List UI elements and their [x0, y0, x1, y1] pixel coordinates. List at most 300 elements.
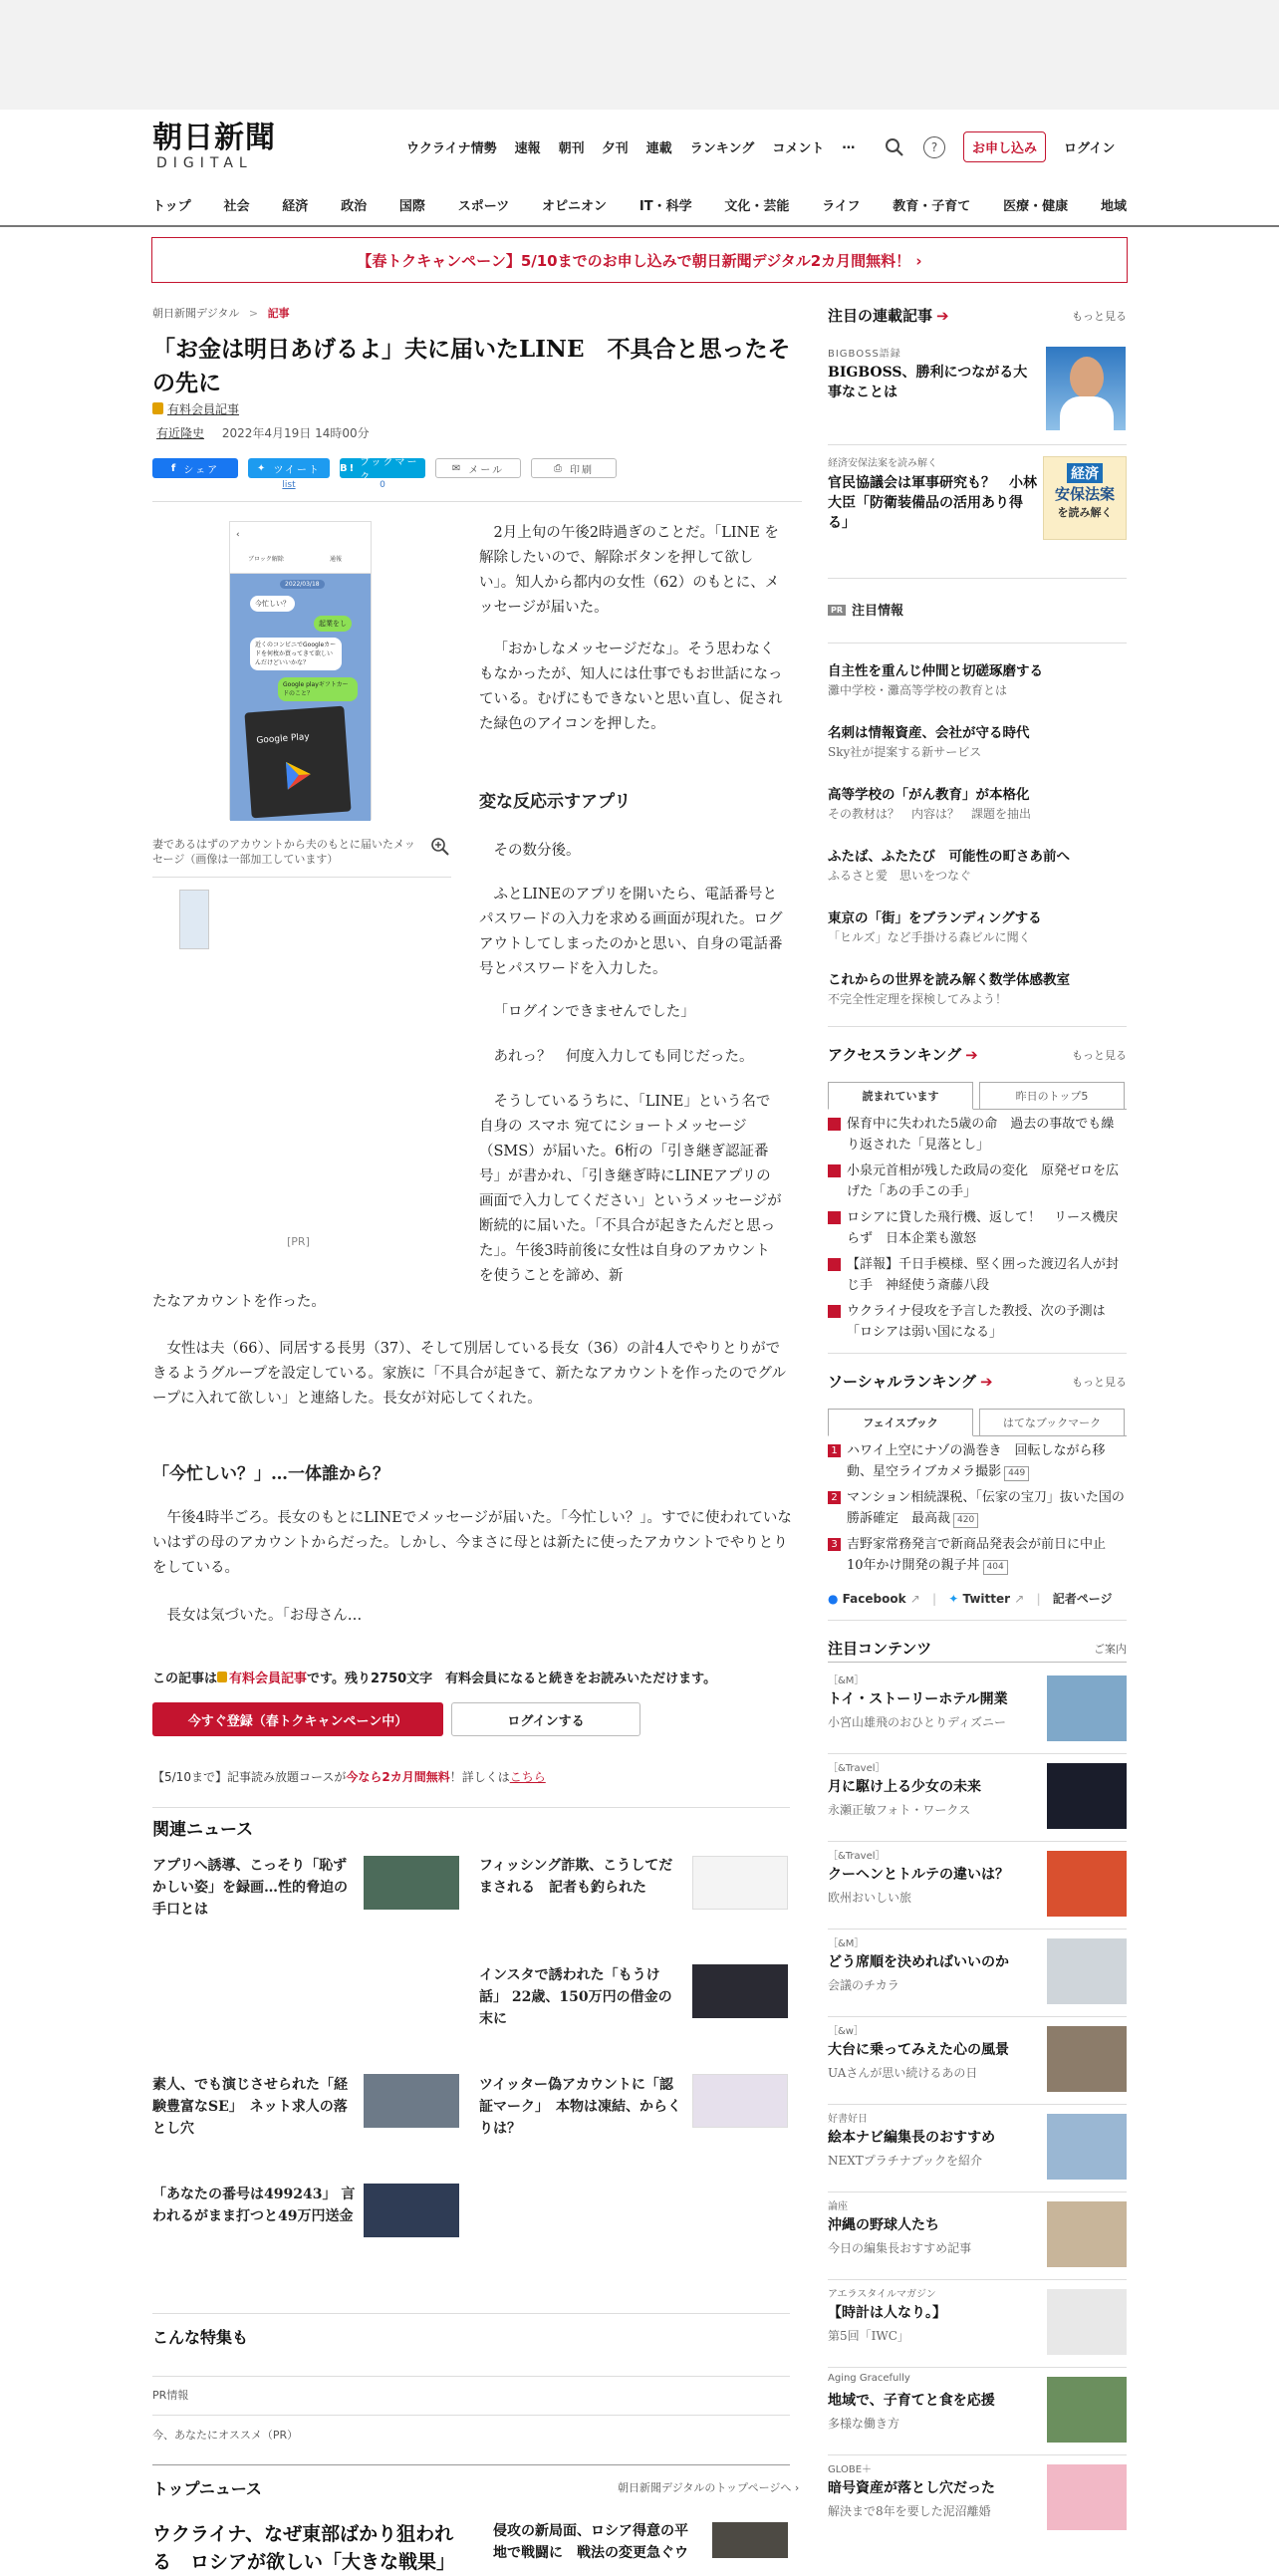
thumb-text: 経済: [1067, 463, 1103, 483]
chat-bubble: 近くのコンビニでGoogleカードを何枚か買ってきて欲しいんだけどいいかな？: [250, 638, 342, 670]
contents-header: [828, 1638, 1127, 1659]
attention-sub: ふるさと愛 思いをつなぐ: [828, 869, 972, 883]
content-sub: 今日の編集長おすすめ記事: [828, 2241, 972, 2255]
content-kicker: ［&M］: [828, 1938, 865, 1949]
content-kicker: Aging Gracefully: [828, 2373, 910, 2384]
attention-sub: その教材は？ 内容は？ 課題を抽出: [828, 807, 1032, 821]
promo-highlight: 今なら2カ月間無料: [346, 1770, 450, 1784]
content-kicker: 論座: [828, 2201, 848, 2212]
register-button[interactable]: 今すぐ登録（春トクキャンペーン中）: [152, 1702, 443, 1736]
serial-more[interactable]: もっと見る: [1072, 309, 1127, 323]
reporter-page-link[interactable]: 記者ページ: [1052, 1592, 1113, 1606]
face-shape: [1070, 357, 1104, 398]
content-kicker: ［&M］: [828, 1675, 865, 1686]
divider: [828, 2279, 1127, 2280]
more-menu-icon[interactable]: …: [842, 137, 856, 152]
tab-yesterday-top5[interactable]: 昨日のトップ5: [979, 1082, 1125, 1109]
related-thumb[interactable]: [692, 1964, 788, 2018]
related-news-title: 関連ニュース: [152, 1820, 254, 1840]
content-thumb: [1047, 2377, 1127, 2443]
topnav-comment[interactable]: コメント: [772, 141, 825, 156]
top-nav: [406, 137, 855, 156]
content-thumb: [1047, 2026, 1127, 2092]
hatena-share-label: ブックマーク: [360, 457, 419, 483]
breadcrumb-home[interactable]: 朝日新聞デジタル: [152, 307, 240, 320]
social-count: 404: [983, 1560, 1008, 1575]
ranking-item[interactable]: [828, 1114, 1127, 1156]
ranking-text: 【詳報】千日手模様、堅く囲った渡辺名人が封じ手 神経使う斎藤八段: [847, 1257, 1120, 1293]
divider: [828, 1929, 1127, 1930]
related-item[interactable]: 「あなたの番号は499243」 言われるがまま打つと49万円送金: [152, 2187, 356, 2224]
access-title-text: アクセスランキング: [828, 1046, 962, 1064]
content-sub: NEXTプラチナブックを紹介: [828, 2154, 982, 2168]
serial-header: [828, 305, 1127, 326]
cat-sports[interactable]: スポーツ: [457, 199, 510, 214]
ranking-text: ウクライナ侵攻を予言した教授、次の予測は「ロシアは弱い国になる」: [847, 1304, 1106, 1340]
divider: [828, 1753, 1127, 1754]
attention-sub: 灘中学校・灘高等学校の教育とは: [828, 683, 1008, 697]
paragraph: 2月上旬の午後2時過ぎのことだ。「LINE を解除したいので、解除ボタンを押して欲しい」。知人から都内の女性（62）のもとに、メッセージが届いた。: [479, 525, 780, 616]
content-sub: 欧州おいしい旅: [828, 1891, 912, 1905]
serial-title: [828, 305, 949, 326]
membership-text: 有料会員記事: [167, 402, 240, 416]
content-thumb: [1047, 2289, 1127, 2355]
subheading: 「今忙しい？」…一体誰から？: [152, 1464, 389, 1484]
promo-text: 【5/10まで】記事読み放題コースが: [152, 1770, 347, 1784]
facebook-link[interactable]: [828, 1592, 920, 1606]
pr-info: PR情報: [152, 2389, 189, 2402]
social-item[interactable]: [828, 1440, 1127, 1482]
social-title-text: ソーシャルランキング: [828, 1373, 976, 1391]
content-kicker: 好書好日: [828, 2114, 868, 2125]
related-item[interactable]: 素人、でも演じさせられた「経験豊富なSE」 ネット求人の落とし穴: [152, 2077, 348, 2137]
content-thumb: [1047, 1851, 1127, 1917]
ranking-item[interactable]: [828, 1254, 1127, 1296]
ranking-item[interactable]: [828, 1160, 1127, 1202]
separator: |: [931, 1591, 937, 1606]
paragraph: その数分後。: [493, 843, 581, 859]
social-count: 420: [953, 1513, 978, 1528]
facebook-icon: f: [170, 462, 178, 474]
serial-item[interactable]: 官民協議会は軍事研究も？ 小林大臣「防衛装備品の活用あり得る」: [828, 475, 1037, 531]
social-text: 吉野家常務発言で新商品発表会が前日に中止 10年かけ開発の親子丼: [847, 1537, 1120, 1573]
divider: [828, 1620, 1127, 1621]
serial-thumb[interactable]: [1046, 347, 1126, 430]
twitter-link-label: Twitter: [962, 1591, 1011, 1606]
play-logo-icon: [284, 758, 314, 792]
facebook-share-button[interactable]: [152, 458, 238, 478]
content-item[interactable]: [828, 1759, 1127, 1839]
contents-guide[interactable]: ご案内: [1094, 1642, 1127, 1656]
related-item[interactable]: アプリへ誘導、こっそり「恥ずかしい姿」を録画…性的脅迫の手口とは: [152, 1858, 348, 1918]
content-item[interactable]: [828, 1934, 1127, 2014]
hatena-share: [340, 458, 425, 490]
facebook-share-label: シェア: [183, 464, 220, 476]
paragraph: ふとLINEのアプリを開いたら、電話番号とパスワードの入力を求める画面が現れた。ログアウトしてしまったのかと思い、自身の電話番号とパスワードを入力した。: [479, 887, 783, 977]
content-thumb: [1047, 2464, 1127, 2530]
top-news-item[interactable]: 侵攻の新局面、ロシア得意の平地で戦闘に 戦法の変更急ぐウ: [493, 2523, 688, 2561]
access-more[interactable]: もっと見る: [1072, 1048, 1127, 1062]
thumb-text: 安保法案: [1054, 485, 1115, 503]
ranking-item[interactable]: [828, 1207, 1127, 1249]
social-title: [828, 1371, 993, 1392]
rank-marker: [828, 1258, 841, 1271]
social-text: マンション相続課税、「伝家の宝刀」抜いた国の勝訴確定 最高裁: [847, 1490, 1125, 1526]
attention-item[interactable]: [828, 723, 1127, 761]
external-link-icon: ↗: [1014, 1591, 1025, 1606]
divider: [828, 578, 1127, 579]
paragraph: 女性は夫（66）、同居する長男（37）、そして別居している長女（36）の計4人でやりとりができるようグループを設定している。家族に「不具合が起きて、新たなアカウントを作ったのでグループに入れて欲しい」と連絡した。長女が対応してくれた。: [152, 1341, 786, 1407]
chat-area: [230, 574, 371, 821]
photo-header-left: ブロック解除: [248, 556, 284, 563]
photo-header-right: 通報: [330, 556, 343, 563]
content-kicker: ［&Travel］: [828, 1851, 886, 1862]
content-sub: 第5回「IWC」: [828, 2329, 909, 2343]
author-link[interactable]: 有近隆史: [156, 426, 205, 440]
content-head: 暗号資産が落とし穴だった: [828, 2480, 995, 2496]
related-item[interactable]: インスタで誘われた「もうけ話」 22歳、150万円の借金の末に: [479, 1967, 672, 2027]
publish-date: 2022年4月19日 14時00分: [221, 426, 370, 440]
divider: [828, 643, 1127, 644]
content-sub: 小宮山雄飛のおひとりディズニー: [828, 1715, 1007, 1729]
access-header: [828, 1044, 1127, 1065]
content-item[interactable]: [828, 2022, 1127, 2102]
mail-share-button[interactable]: [435, 458, 521, 478]
topnav-ukraine[interactable]: ウクライナ情勢: [406, 141, 497, 156]
print-icon: ⎙: [554, 462, 564, 474]
social-count: 449: [1004, 1466, 1029, 1481]
recommend-pr: 今、あなたにオススメ（PR）: [152, 2429, 299, 2442]
related-thumb[interactable]: [364, 1856, 459, 1910]
divider: [828, 1662, 1127, 1663]
content-kicker: GLOBE＋: [828, 2464, 873, 2475]
rank-number: 1: [828, 1444, 841, 1457]
attention-item[interactable]: [828, 661, 1127, 699]
content-item[interactable]: [828, 2285, 1127, 2365]
rank-marker: [828, 1118, 841, 1131]
paragraph: 午後4時半ごろ。長女のもとにLINEでメッセージが届いた。「今忙しい？」。すでに使われていないはずの母のアカウントからだった。しかし、今まさに母とは新たに使ったアカウントでやりとりをしている。: [152, 1510, 792, 1576]
logo-sub: DIGITAL: [156, 155, 253, 171]
top-page-link[interactable]: 朝日新聞デジタルのトップページへ ›: [618, 2481, 800, 2494]
divider: [152, 2376, 790, 2377]
attention-sub: 「ヒルズ」など手掛ける森ビルに聞く: [828, 930, 1031, 944]
membership-label: [152, 400, 239, 417]
content-sub: 解決まで8年を要した泥沼離婚: [828, 2504, 991, 2518]
promo-link[interactable]: こちら: [509, 1770, 546, 1784]
hatena-share-button[interactable]: [340, 457, 425, 483]
content-thumb: [1047, 2114, 1127, 2180]
cat-local[interactable]: 地域: [1100, 199, 1127, 214]
pr-label: [PR]: [287, 1235, 310, 1248]
social-text-wrap: [847, 1534, 1127, 1576]
ranking-text: 保育中に失われた5歳の命 過去の事故でも繰り返された「見落とし」: [847, 1117, 1115, 1153]
attention-sub: Sky社が提案する新サービス: [828, 745, 982, 759]
paragraph: 長女は気づいた。「お母さん…: [166, 1608, 363, 1624]
twitter-share-button[interactable]: [248, 458, 330, 478]
social-more[interactable]: もっと見る: [1072, 1375, 1127, 1389]
paragraph: たなアカウントを作った。: [152, 1294, 326, 1310]
divider: [828, 2016, 1127, 2017]
photo-caption: 妻であるはずのアカウントから夫のもとに届いたメッセージ（画像は一部加工しています）: [152, 838, 415, 866]
caption-divider: [152, 877, 451, 878]
mail-share-label: メール: [468, 464, 505, 476]
paragraph: 「おかしなメッセージだな」。そう思わなくもなかったが、知人には仕事でもお世話になっている。むげにもできないと思い直し、促された緑色のアイコンを押した。: [479, 642, 783, 732]
attention-item[interactable]: [828, 970, 1127, 1008]
arrow-right-icon: ➔: [936, 307, 949, 325]
photo-header: [230, 522, 371, 574]
external-link-icon: ↗: [909, 1591, 920, 1606]
article-title: 「お金は明日あげるよ」夫に届いたLINE 不具合と思ったその先に: [152, 336, 791, 396]
attention-head: 東京の「街」をブランディングする: [828, 910, 1042, 926]
twitter-count[interactable]: list: [282, 480, 296, 490]
content-kicker: ［&w］: [828, 2026, 864, 2037]
search-icon[interactable]: [884, 136, 905, 158]
access-tabs: [828, 1082, 1127, 1110]
utility-bar: [884, 131, 1115, 162]
content-item[interactable]: [828, 2197, 1127, 2277]
promo-line: [152, 1768, 546, 1785]
cat-economy[interactable]: 経済: [282, 199, 309, 214]
share-bar: [152, 458, 617, 490]
related-item[interactable]: ツイッター偽アカウントに「認証マーク」 本物は凍結、からくりは？: [479, 2077, 681, 2137]
divider: [828, 2454, 1127, 2455]
content-sub: 会議のチカラ: [828, 1978, 899, 1992]
chat-bubble: 今忙しい？: [250, 596, 295, 612]
content-item[interactable]: [828, 2460, 1127, 2540]
paragraph: あれっ？ 何度入力しても同じだった。: [493, 1049, 754, 1065]
divider: [152, 1807, 790, 1808]
divider: [828, 1026, 1127, 1027]
tab-facebook[interactable]: フェイスブック: [828, 1409, 973, 1436]
site-logo[interactable]: [152, 122, 282, 171]
hatena-icon: B!: [340, 462, 357, 474]
social-text: ハワイ上空にナゾの渦巻き 回転しながら移動、星空ライブカメラ撮影: [847, 1443, 1106, 1479]
social-item[interactable]: [828, 1534, 1127, 1576]
content-head: 絵本ナビ編集長のおすすめ: [828, 2130, 996, 2146]
related-thumb[interactable]: [692, 2074, 788, 2128]
print-label: 印刷: [570, 464, 594, 476]
content-head: どう席順を決めればいいのか: [828, 1954, 1009, 1970]
content-item[interactable]: [828, 1672, 1127, 1751]
content-kicker: アエラスタイルマガジン: [828, 2289, 936, 2300]
contents-title: 注目コンテンツ: [828, 1640, 932, 1658]
login-link[interactable]: ログイン: [1064, 141, 1116, 156]
topnav-series[interactable]: 連載: [645, 141, 672, 156]
attention-head: 名刺は情報資産、会社が守る時代: [828, 725, 1030, 741]
attention-head: 自主性を重んじ仲間と切磋琢磨する: [828, 663, 1043, 679]
paywall-member-link[interactable]: 有料会員記事: [229, 1672, 308, 1686]
content-thumb: [1047, 1938, 1127, 2004]
cat-politics[interactable]: 政治: [341, 199, 368, 214]
divider: [828, 2104, 1127, 2105]
lock-icon: [152, 402, 163, 414]
separator: |: [1036, 1591, 1041, 1606]
promo-text: ！詳しくは: [449, 1770, 510, 1784]
ranking-item[interactable]: [828, 1301, 1127, 1343]
top-news-item[interactable]: ウクライナ、なぜ東部ばかり狙われる ロシアが欲しい「大きな戦果」: [152, 2523, 456, 2573]
features-title: こんな特集も: [152, 2328, 249, 2347]
facebook-share: [152, 458, 238, 490]
masthead: [0, 110, 1279, 227]
content-sub: UAさんが思い続けるあの日: [828, 2066, 978, 2080]
content-head: 大台に乗ってみえた心の風景: [828, 2042, 1009, 2058]
tab-hatena[interactable]: はてなブックマーク: [979, 1409, 1125, 1435]
paywall-pre: この記事は: [152, 1672, 218, 1686]
ranking-text: 小泉元首相が残した政局の変化 原発ゼロを広げた「あの手この手」: [847, 1163, 1120, 1199]
social-text-wrap: [847, 1487, 1127, 1529]
content-head: 月に駆け上る少女の未来: [828, 1779, 981, 1795]
divider: [828, 1841, 1127, 1842]
content-head: 【時計は人なり。】: [828, 2305, 946, 2321]
tab-most-read[interactable]: 読まれています: [828, 1082, 973, 1110]
twitter-share: [248, 458, 330, 490]
attention-item[interactable]: [828, 908, 1127, 946]
related-thumb[interactable]: [364, 2184, 459, 2237]
topnav-evening[interactable]: 夕刊: [602, 141, 629, 156]
date-chip: 2022/03/18: [280, 580, 325, 589]
top-ad-area: [0, 0, 1279, 110]
divider: [828, 2191, 1127, 2192]
content-head: 沖縄の野球人たち: [828, 2217, 939, 2233]
divider: [152, 2313, 790, 2314]
mail-icon: ✉: [451, 462, 463, 474]
cat-life[interactable]: ライフ: [822, 199, 861, 214]
content-thumb: [1047, 1675, 1127, 1741]
cat-top[interactable]: トップ: [152, 199, 191, 214]
divider: [152, 501, 802, 502]
photo-thumbnail[interactable]: [179, 890, 209, 949]
divider: [828, 1353, 1127, 1354]
top-news-thumb[interactable]: [712, 2522, 788, 2558]
rank-marker: [828, 1164, 841, 1177]
divider: [152, 2415, 790, 2416]
attention-head: 高等学校の「がん教育」が本格化: [828, 787, 1030, 803]
content-item[interactable]: [828, 2373, 1127, 2452]
social-header: [828, 1371, 1127, 1392]
attention-item[interactable]: [828, 785, 1127, 823]
social-text-wrap: [847, 1440, 1127, 1482]
divider: [828, 444, 1127, 445]
arrow-right-icon: ➔: [965, 1046, 978, 1064]
shirt-shape: [1060, 396, 1114, 430]
cat-health[interactable]: 医療・健康: [1003, 199, 1069, 214]
serial-kicker: BIGBOSS語録: [828, 349, 901, 360]
twitter-link[interactable]: [948, 1592, 1024, 1606]
rank-number: 2: [828, 1491, 841, 1504]
subheading: 変な反応示すアプリ: [479, 792, 632, 812]
related-item[interactable]: フィッシング詐欺、こうしてだまされる 記者も釣られた: [479, 1858, 673, 1896]
content-head: クーヘンとトルテの違いは？: [828, 1867, 1009, 1883]
paragraph: 「ログインできませんでした」: [493, 1004, 695, 1020]
article-photo[interactable]: [229, 521, 372, 820]
content-item[interactable]: [828, 1847, 1127, 1927]
thumb-text: を読み解く: [1057, 506, 1113, 519]
topnav-ranking[interactable]: ランキング: [689, 141, 755, 156]
related-thumb[interactable]: [364, 2074, 459, 2128]
gift-card-label: Google Play: [256, 732, 311, 746]
social-links: [828, 1590, 1112, 1607]
gift-card: [244, 706, 351, 819]
help-icon[interactable]: ?: [923, 136, 945, 158]
campaign-banner[interactable]: 【春トクキャンペーン】5/10までのお申し込みで朝日新聞デジタル2カ月間無料！ ›: [151, 237, 1128, 283]
divider: [828, 2367, 1127, 2368]
cat-international[interactable]: 国際: [398, 199, 425, 214]
cat-education[interactable]: 教育・子育て: [893, 199, 971, 214]
attention-head: ふたば、ふたたび 可能性の町さあ前へ: [828, 849, 1070, 865]
attention-title: 注目情報: [852, 604, 904, 619]
rank-marker: [828, 1305, 841, 1318]
breadcrumb: [152, 305, 290, 321]
hatena-count: 0: [380, 480, 385, 490]
content-item[interactable]: [828, 2110, 1127, 2190]
byline: [156, 424, 370, 441]
facebook-link-label: Facebook: [842, 1591, 906, 1606]
pr-badge: PR: [828, 605, 846, 616]
serial-kicker: 経済安保法案を読み解く: [828, 458, 937, 469]
login-button[interactable]: ログインする: [451, 1702, 640, 1736]
divider: [152, 2464, 790, 2465]
zoom-icon[interactable]: [430, 837, 450, 857]
content-thumb: [1047, 2201, 1127, 2267]
chat-bubble: 起業をし: [314, 616, 352, 632]
attention-head: これからの世界を読み解く数学体感教室: [828, 972, 1070, 988]
content-kicker: ［&Travel］: [828, 1763, 886, 1774]
paywall-notice: [152, 1668, 716, 1686]
print-button[interactable]: [531, 458, 617, 478]
attention-sub: 不完全性定理を探検してみよう！: [828, 992, 1008, 1006]
ranking-text: ロシアに貸した飛行機、返して！ リース機戻らず 日本企業も激怒: [847, 1210, 1119, 1246]
serial-title-text: 注目の連載記事: [828, 307, 933, 325]
cat-society[interactable]: 社会: [223, 199, 250, 214]
paragraph: そうしているうちに、「LINE」という名で自身の スマホ 宛てにショートメッセージ（SMS）が届いた。6桁の「引き継ぎ認証番号」が書かれ、「引き継ぎ時にLINEアプリの画面で入力してください」というメッセージが断続的に届いた。「不具合が起きたんだと思った」。午後3時前後に女性は自身のアカウントを使うことを諦め、新: [479, 1094, 782, 1284]
social-tabs: [828, 1409, 1127, 1436]
back-chevron-icon: ‹: [236, 530, 240, 540]
cat-culture[interactable]: 文化・芸能: [724, 199, 790, 214]
attention-item[interactable]: [828, 847, 1127, 885]
rank-number: 3: [828, 1538, 841, 1551]
paywall-post: です。残り2750文字 有料会員になると続きをお読みいただけます。: [307, 1672, 717, 1686]
access-title: [828, 1044, 978, 1065]
content-sub: 永瀬正敏フォト・ワークス: [828, 1803, 971, 1817]
twitter-share-label: ツイート: [273, 464, 321, 476]
keizai-anpo-thumb[interactable]: [1043, 456, 1127, 540]
lock-icon: [217, 1672, 227, 1682]
related-thumb[interactable]: [692, 1856, 788, 1910]
serial-item[interactable]: BIGBOSS、勝利につながる大事なことは: [828, 365, 1028, 400]
rank-marker: [828, 1211, 841, 1224]
topnav-morning[interactable]: 朝刊: [558, 141, 585, 156]
content-thumb: [1047, 1763, 1127, 1829]
twitter-icon: ✦: [257, 462, 268, 474]
logo-main: 朝日新聞: [152, 121, 276, 155]
attention-header: [828, 600, 903, 619]
subscribe-button[interactable]: お申し込み: [963, 131, 1046, 162]
top-news-title: トップニュース: [152, 2479, 262, 2498]
breadcrumb-current: 記事: [267, 307, 290, 320]
topnav-breaking[interactable]: 速報: [514, 141, 541, 156]
social-item[interactable]: [828, 1487, 1127, 1529]
content-head: 地域で、子育てと食を応援: [828, 2393, 995, 2409]
category-nav: [152, 195, 1127, 214]
chat-bubble: Google playギフトカードのこと？: [278, 677, 358, 701]
cat-opinion[interactable]: オピニオン: [542, 199, 608, 214]
cat-it-science[interactable]: IT・科学: [639, 199, 692, 214]
content-head: トイ・ストーリーホテル開業: [828, 1691, 1008, 1707]
arrow-right-icon: ➔: [979, 1373, 993, 1391]
breadcrumb-sep: >: [248, 307, 259, 320]
content-sub: 多様な働き方: [828, 2417, 900, 2431]
facebook-icon: ●: [828, 1591, 839, 1606]
